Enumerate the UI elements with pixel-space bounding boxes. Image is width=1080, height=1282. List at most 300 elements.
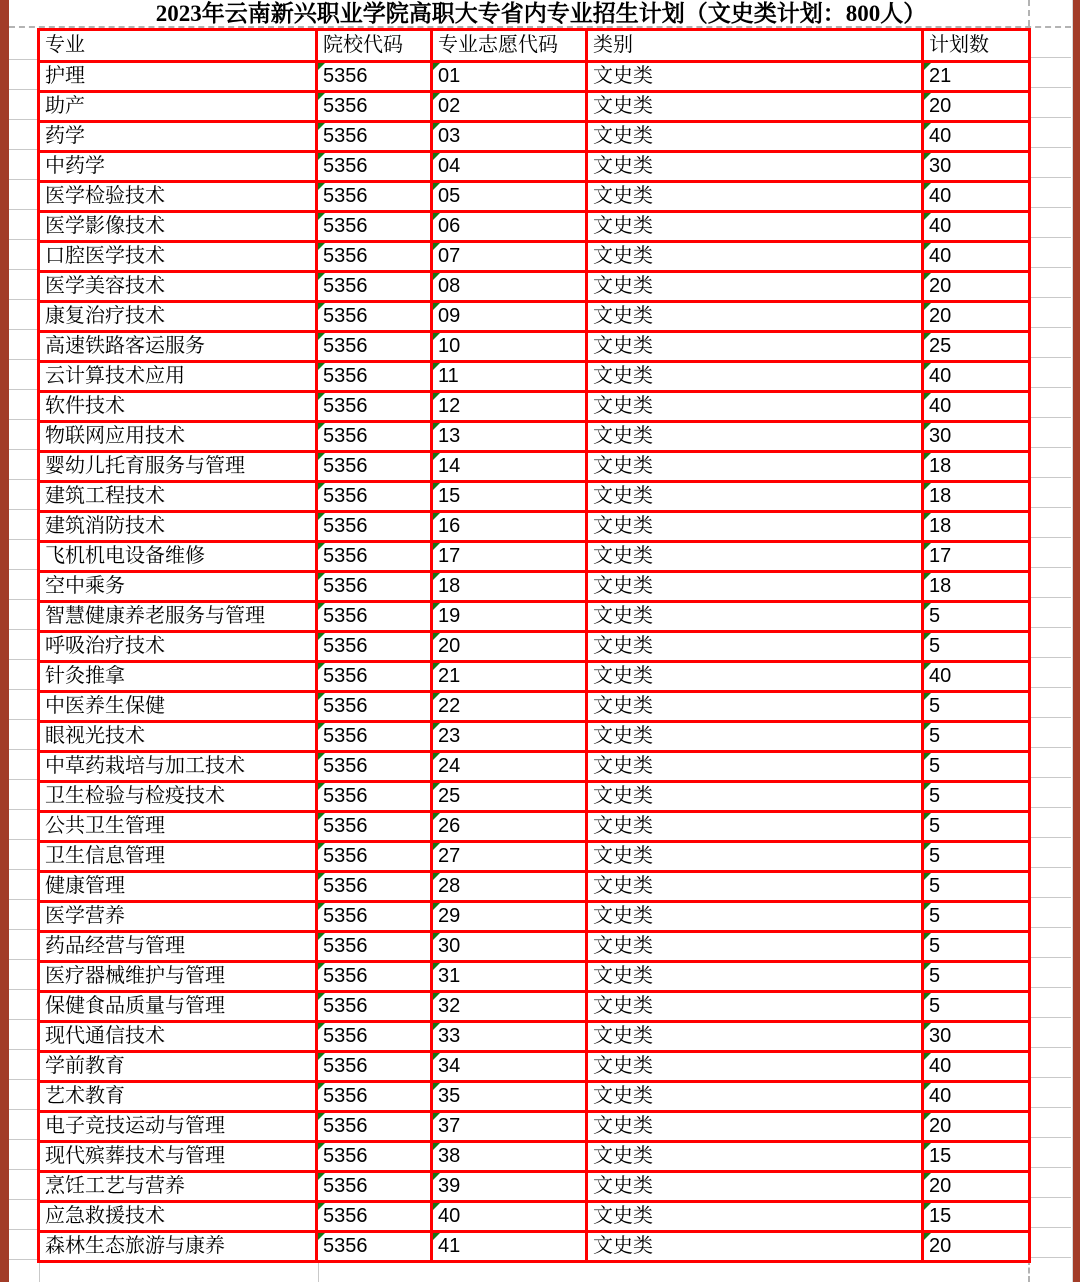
cell-college-code[interactable]: 5356 (317, 122, 432, 152)
cell-college-code[interactable]: 5356 (317, 722, 432, 752)
cell-plan-count[interactable]: 5 (923, 602, 1030, 632)
cell-plan-count[interactable]: 18 (923, 482, 1030, 512)
cell-major[interactable]: 医学营养 (39, 902, 317, 932)
cell-plan-count[interactable]: 5 (923, 632, 1030, 662)
cell-plan-count[interactable]: 18 (923, 572, 1030, 602)
cell-category[interactable]: 文史类 (587, 722, 923, 752)
cell-major[interactable]: 口腔医学技术 (39, 242, 317, 272)
cell-major[interactable]: 软件技术 (39, 392, 317, 422)
cell-college-code[interactable]: 5356 (317, 1172, 432, 1202)
error-flag-icon (433, 753, 440, 760)
error-flag-icon (433, 363, 440, 370)
cell-major-code[interactable]: 14 (432, 452, 587, 482)
cell-major[interactable]: 烹饪工艺与营养 (39, 1172, 317, 1202)
cell-plan-count[interactable]: 5 (923, 692, 1030, 722)
cell-category[interactable]: 文史类 (587, 272, 923, 302)
cell-category[interactable]: 文史类 (587, 302, 923, 332)
cell-plan-count[interactable]: 5 (923, 812, 1030, 842)
error-flag-icon (433, 963, 440, 970)
cell-major-code[interactable]: 38 (432, 1142, 587, 1172)
cell-plan-count[interactable]: 20 (923, 272, 1030, 302)
cell-major-code[interactable]: 35 (432, 1082, 587, 1112)
cell-category[interactable]: 文史类 (587, 1022, 923, 1052)
cell-category[interactable]: 文史类 (587, 452, 923, 482)
cell-category[interactable]: 文史类 (587, 632, 923, 662)
cell-plan-count[interactable]: 40 (923, 362, 1030, 392)
cell-major[interactable]: 医学影像技术 (39, 212, 317, 242)
sheet-gridline-tick (1031, 867, 1071, 868)
cell-major-code[interactable]: 32 (432, 992, 587, 1022)
cell-major-code[interactable]: 08 (432, 272, 587, 302)
header-cell-college-code[interactable]: 院校代码 (317, 30, 432, 62)
cell-major[interactable]: 高速铁路客运服务 (39, 332, 317, 362)
table-row (39, 92, 1030, 122)
sheet-gridline-tick (9, 1229, 37, 1230)
cell-plan-count[interactable]: 40 (923, 212, 1030, 242)
cell-plan-count[interactable]: 40 (923, 182, 1030, 212)
cell-major[interactable]: 物联网应用技术 (39, 422, 317, 452)
table-body (39, 62, 1030, 1262)
error-flag-icon (318, 453, 325, 460)
cell-college-code[interactable]: 5356 (317, 812, 432, 842)
cell-plan-count[interactable]: 40 (923, 1082, 1030, 1112)
sheet-gridline-tick (9, 749, 37, 750)
cell-major[interactable]: 针灸推拿 (39, 662, 317, 692)
cell-major[interactable]: 医学美容技术 (39, 272, 317, 302)
cell-college-code[interactable]: 5356 (317, 1052, 432, 1082)
cell-plan-count[interactable]: 5 (923, 932, 1030, 962)
cell-college-code[interactable]: 5356 (317, 872, 432, 902)
cell-plan-count[interactable]: 17 (923, 542, 1030, 572)
cell-major-code[interactable]: 13 (432, 422, 587, 452)
cell-major-code[interactable]: 15 (432, 482, 587, 512)
cell-major-code[interactable]: 23 (432, 722, 587, 752)
cell-major[interactable]: 电子竞技运动与管理 (39, 1112, 317, 1142)
cell-major[interactable]: 现代殡葬技术与管理 (39, 1142, 317, 1172)
cell-major-code[interactable]: 34 (432, 1052, 587, 1082)
cell-major-code[interactable]: 07 (432, 242, 587, 272)
sheet-gridline-tick (9, 809, 37, 810)
cell-college-code[interactable]: 5356 (317, 752, 432, 782)
cell-major-code[interactable]: 03 (432, 122, 587, 152)
cell-plan-count[interactable]: 5 (923, 992, 1030, 1022)
cell-college-code[interactable]: 5356 (317, 242, 432, 272)
error-flag-icon (433, 303, 440, 310)
cell-category[interactable]: 文史类 (587, 362, 923, 392)
cell-plan-count[interactable]: 30 (923, 422, 1030, 452)
cell-major[interactable]: 药品经营与管理 (39, 932, 317, 962)
cell-category[interactable]: 文史类 (587, 782, 923, 812)
sheet-gridline-tick (9, 869, 37, 870)
error-flag-icon (318, 963, 325, 970)
error-flag-icon (433, 573, 440, 580)
error-flag-icon (318, 303, 325, 310)
cell-major[interactable]: 助产 (39, 92, 317, 122)
cell-major-code[interactable]: 21 (432, 662, 587, 692)
cell-plan-count[interactable]: 20 (923, 1232, 1030, 1262)
cell-category[interactable]: 文史类 (587, 392, 923, 422)
error-flag-icon (924, 1113, 931, 1120)
cell-college-code[interactable]: 5356 (317, 452, 432, 482)
sheet-gridline-tick (1031, 537, 1071, 538)
error-flag-icon (924, 1023, 931, 1030)
error-flag-icon (433, 153, 440, 160)
sheet-gridline-tick (9, 1019, 37, 1020)
cell-college-code[interactable]: 5356 (317, 1082, 432, 1112)
sheet-gridline-tick (1031, 177, 1071, 178)
error-flag-icon (433, 273, 440, 280)
error-flag-icon (433, 843, 440, 850)
error-flag-icon (924, 933, 931, 940)
table-row (39, 512, 1030, 542)
cell-plan-count[interactable]: 5 (923, 782, 1030, 812)
header-cell-plan-count[interactable]: 计划数 (923, 30, 1030, 62)
cell-category[interactable]: 文史类 (587, 482, 923, 512)
cell-major-code[interactable]: 30 (432, 932, 587, 962)
error-flag-icon (924, 63, 931, 70)
cell-major-code[interactable]: 05 (432, 182, 587, 212)
table-row (39, 722, 1030, 752)
cell-major-code[interactable]: 10 (432, 332, 587, 362)
cell-college-code[interactable]: 5356 (317, 932, 432, 962)
cell-category[interactable]: 文史类 (587, 602, 923, 632)
cell-category[interactable]: 文史类 (587, 752, 923, 782)
table-row (39, 452, 1030, 482)
cell-major[interactable]: 康复治疗技术 (39, 302, 317, 332)
error-flag-icon (318, 753, 325, 760)
error-flag-icon (924, 633, 931, 640)
sheet-gridline-tick (1031, 1047, 1071, 1048)
cell-college-code[interactable]: 5356 (317, 692, 432, 722)
cell-college-code[interactable]: 5356 (317, 362, 432, 392)
cell-plan-count[interactable]: 30 (923, 1022, 1030, 1052)
cell-plan-count[interactable]: 40 (923, 662, 1030, 692)
table-title[interactable]: 2023年云南新兴职业学院高职大专省内专业招生计划（文史类计划：800人） (155, 1, 927, 26)
cell-category[interactable]: 文史类 (587, 1142, 923, 1172)
cell-college-code[interactable]: 5356 (317, 212, 432, 242)
cell-plan-count[interactable]: 5 (923, 752, 1030, 782)
sheet-gridline-tick (1031, 1197, 1071, 1198)
cell-plan-count[interactable]: 20 (923, 1112, 1030, 1142)
error-flag-icon (318, 213, 325, 220)
table-row (39, 1172, 1030, 1202)
sheet-gridline-tick (1031, 1107, 1071, 1108)
cell-plan-count[interactable]: 18 (923, 452, 1030, 482)
error-flag-icon (924, 513, 931, 520)
sheet-gridline-tick (1031, 87, 1071, 88)
cell-plan-count[interactable]: 5 (923, 842, 1030, 872)
cell-major-code[interactable]: 19 (432, 602, 587, 632)
cell-category[interactable]: 文史类 (587, 662, 923, 692)
cell-plan-count[interactable]: 21 (923, 62, 1030, 92)
cell-major[interactable]: 婴幼儿托育服务与管理 (39, 452, 317, 482)
cell-major[interactable]: 眼视光技术 (39, 722, 317, 752)
error-flag-icon (433, 213, 440, 220)
cell-category[interactable]: 文史类 (587, 932, 923, 962)
cell-major[interactable]: 医学检验技术 (39, 182, 317, 212)
sheet-gridline-tick (9, 1259, 37, 1260)
sheet-gridline-tick (9, 1049, 37, 1050)
cell-major-code[interactable]: 28 (432, 872, 587, 902)
error-flag-icon (318, 393, 325, 400)
cell-major-code[interactable]: 04 (432, 152, 587, 182)
error-flag-icon (318, 723, 325, 730)
sheet-gridline-tick (1031, 57, 1071, 58)
sheet-gridline-tick (1031, 687, 1071, 688)
cell-college-code[interactable]: 5356 (317, 182, 432, 212)
error-flag-icon (433, 1233, 440, 1240)
sheet-gridline-tick (1031, 567, 1071, 568)
cell-category[interactable]: 文史类 (587, 1112, 923, 1142)
error-flag-icon (433, 873, 440, 880)
cell-major[interactable]: 中草药栽培与加工技术 (39, 752, 317, 782)
cell-category[interactable]: 文史类 (587, 992, 923, 1022)
cell-major[interactable]: 现代通信技术 (39, 1022, 317, 1052)
cell-major[interactable]: 卫生信息管理 (39, 842, 317, 872)
error-flag-icon (433, 1143, 440, 1150)
cell-college-code[interactable]: 5356 (317, 272, 432, 302)
sheet-gridline-tick (9, 1139, 37, 1140)
cell-category[interactable]: 文史类 (587, 542, 923, 572)
cell-major-code[interactable]: 11 (432, 362, 587, 392)
cell-plan-count[interactable]: 40 (923, 242, 1030, 272)
cell-plan-count[interactable]: 30 (923, 152, 1030, 182)
cell-major[interactable]: 空中乘务 (39, 572, 317, 602)
error-flag-icon (924, 903, 931, 910)
sheet-gridline-tick (1031, 357, 1071, 358)
cell-category[interactable]: 文史类 (587, 1082, 923, 1112)
cell-major-code[interactable]: 27 (432, 842, 587, 872)
cell-major[interactable]: 建筑消防技术 (39, 512, 317, 542)
cell-category[interactable]: 文史类 (587, 812, 923, 842)
cell-major-code[interactable]: 39 (432, 1172, 587, 1202)
cell-major-code[interactable]: 29 (432, 902, 587, 932)
cell-major[interactable]: 医疗器械维护与管理 (39, 962, 317, 992)
cell-plan-count[interactable]: 20 (923, 92, 1030, 122)
error-flag-icon (924, 663, 931, 670)
cell-major-code[interactable]: 06 (432, 212, 587, 242)
cell-category[interactable]: 文史类 (587, 422, 923, 452)
cell-college-code[interactable]: 5356 (317, 1112, 432, 1142)
sheet-gridline-tick (9, 839, 37, 840)
error-flag-icon (924, 723, 931, 730)
cell-plan-count[interactable]: 40 (923, 392, 1030, 422)
cell-major-code[interactable]: 17 (432, 542, 587, 572)
cell-category[interactable]: 文史类 (587, 1052, 923, 1082)
error-flag-icon (924, 1203, 931, 1210)
cell-major[interactable]: 艺术教育 (39, 1082, 317, 1112)
cell-major[interactable]: 卫生检验与检疫技术 (39, 782, 317, 812)
cell-college-code[interactable]: 5356 (317, 482, 432, 512)
cell-category[interactable]: 文史类 (587, 902, 923, 932)
sheet-gridline-tick (9, 1199, 37, 1200)
cell-college-code[interactable]: 5356 (317, 62, 432, 92)
cell-category[interactable]: 文史类 (587, 842, 923, 872)
cell-college-code[interactable]: 5356 (317, 602, 432, 632)
cell-major[interactable]: 公共卫生管理 (39, 812, 317, 842)
cell-major-code[interactable]: 26 (432, 812, 587, 842)
cell-major-code[interactable]: 18 (432, 572, 587, 602)
cell-college-code[interactable]: 5356 (317, 572, 432, 602)
cell-plan-count[interactable]: 5 (923, 902, 1030, 932)
cell-major-code[interactable]: 41 (432, 1232, 587, 1262)
cell-college-code[interactable]: 5356 (317, 662, 432, 692)
table-row (39, 1082, 1030, 1112)
cell-college-code[interactable]: 5356 (317, 422, 432, 452)
cell-college-code[interactable]: 5356 (317, 92, 432, 122)
table-row (39, 842, 1030, 872)
error-flag-icon (924, 1233, 931, 1240)
cell-college-code[interactable]: 5356 (317, 992, 432, 1022)
cell-major-code[interactable]: 25 (432, 782, 587, 812)
error-flag-icon (318, 63, 325, 70)
cell-category[interactable]: 文史类 (587, 1232, 923, 1262)
error-flag-icon (318, 1083, 325, 1090)
cell-category[interactable]: 文史类 (587, 872, 923, 902)
table-row (39, 1232, 1030, 1262)
cell-major[interactable]: 建筑工程技术 (39, 482, 317, 512)
error-flag-icon (433, 1113, 440, 1120)
cell-plan-count[interactable]: 20 (923, 302, 1030, 332)
error-flag-icon (318, 483, 325, 490)
cell-category[interactable]: 文史类 (587, 962, 923, 992)
cell-major[interactable]: 呼吸治疗技术 (39, 632, 317, 662)
table-row (39, 212, 1030, 242)
sheet-gridline-tick (1031, 237, 1071, 238)
header-cell-major-code[interactable]: 专业志愿代码 (432, 30, 587, 62)
cell-plan-count[interactable]: 40 (923, 1052, 1030, 1082)
table-row (39, 272, 1030, 302)
cell-college-code[interactable]: 5356 (317, 962, 432, 992)
cell-plan-count[interactable]: 20 (923, 1172, 1030, 1202)
cell-category[interactable]: 文史类 (587, 92, 923, 122)
cell-major[interactable]: 应急救援技术 (39, 1202, 317, 1232)
cell-college-code[interactable]: 5356 (317, 152, 432, 182)
cell-category[interactable]: 文史类 (587, 692, 923, 722)
cell-major[interactable]: 飞机机电设备维修 (39, 542, 317, 572)
cell-college-code[interactable]: 5356 (317, 902, 432, 932)
cell-college-code[interactable]: 5356 (317, 632, 432, 662)
cell-major-code[interactable]: 31 (432, 962, 587, 992)
error-flag-icon (924, 123, 931, 130)
cell-major-code[interactable]: 24 (432, 752, 587, 782)
error-flag-icon (433, 813, 440, 820)
cell-category[interactable]: 文史类 (587, 152, 923, 182)
sheet-gridline-tick (9, 89, 37, 90)
cell-major-code[interactable]: 40 (432, 1202, 587, 1232)
cell-major-code[interactable]: 02 (432, 92, 587, 122)
cell-plan-count[interactable]: 5 (923, 872, 1030, 902)
table-row (39, 122, 1030, 152)
cell-plan-count[interactable]: 15 (923, 1202, 1030, 1232)
sheet-gridline-tick (1031, 297, 1071, 298)
table-row (39, 962, 1030, 992)
cell-major[interactable]: 护理 (39, 62, 317, 92)
table-row (39, 1202, 1030, 1232)
cell-category[interactable]: 文史类 (587, 242, 923, 272)
cell-major[interactable]: 云计算技术应用 (39, 362, 317, 392)
cell-major-code[interactable]: 01 (432, 62, 587, 92)
table-row (39, 182, 1030, 212)
cell-college-code[interactable]: 5356 (317, 302, 432, 332)
error-flag-icon (924, 543, 931, 550)
cell-major[interactable]: 健康管理 (39, 872, 317, 902)
cell-major-code[interactable]: 37 (432, 1112, 587, 1142)
error-flag-icon (433, 663, 440, 670)
sheet-gridline-tick (9, 629, 37, 630)
sheet-gridline-tick (9, 209, 37, 210)
sheet-gridline-tick (9, 59, 37, 60)
cell-major[interactable]: 中医养生保健 (39, 692, 317, 722)
cell-major-code[interactable]: 12 (432, 392, 587, 422)
cell-major[interactable]: 中药学 (39, 152, 317, 182)
cell-major[interactable]: 森林生态旅游与康养 (39, 1232, 317, 1262)
cell-college-code[interactable]: 5356 (317, 782, 432, 812)
error-flag-icon (433, 903, 440, 910)
cell-college-code[interactable]: 5356 (317, 512, 432, 542)
cell-college-code[interactable]: 5356 (317, 332, 432, 362)
error-flag-icon (318, 543, 325, 550)
cell-college-code[interactable]: 5356 (317, 1022, 432, 1052)
cell-college-code[interactable]: 5356 (317, 542, 432, 572)
cell-category[interactable]: 文史类 (587, 212, 923, 242)
error-flag-icon (433, 1173, 440, 1180)
header-cell-category[interactable]: 类别 (587, 30, 923, 62)
cell-category[interactable]: 文史类 (587, 572, 923, 602)
cell-college-code[interactable]: 5356 (317, 1202, 432, 1232)
sheet-gridline-tick (9, 509, 37, 510)
cell-plan-count[interactable]: 5 (923, 962, 1030, 992)
error-flag-icon (318, 603, 325, 610)
cell-category[interactable]: 文史类 (587, 62, 923, 92)
cell-major[interactable]: 药学 (39, 122, 317, 152)
sheet-gridline-tick (1031, 147, 1071, 148)
cell-category[interactable]: 文史类 (587, 512, 923, 542)
cell-plan-count[interactable]: 18 (923, 512, 1030, 542)
cell-major-code[interactable]: 09 (432, 302, 587, 332)
cell-major[interactable]: 保健食品质量与管理 (39, 992, 317, 1022)
cell-college-code[interactable]: 5356 (317, 1232, 432, 1262)
cell-category[interactable]: 文史类 (587, 122, 923, 152)
cell-plan-count[interactable]: 25 (923, 332, 1030, 362)
table-row (39, 1142, 1030, 1172)
cell-major-code[interactable]: 22 (432, 692, 587, 722)
cell-major-code[interactable]: 20 (432, 632, 587, 662)
error-flag-icon (924, 1143, 931, 1150)
header-cell-major[interactable]: 专业 (39, 30, 317, 62)
table-row (39, 302, 1030, 332)
error-flag-icon (924, 963, 931, 970)
cell-college-code[interactable]: 5356 (317, 842, 432, 872)
cell-plan-count[interactable]: 40 (923, 122, 1030, 152)
cell-college-code[interactable]: 5356 (317, 1142, 432, 1172)
cell-major[interactable]: 智慧健康养老服务与管理 (39, 602, 317, 632)
cell-major[interactable]: 学前教育 (39, 1052, 317, 1082)
cell-plan-count[interactable]: 15 (923, 1142, 1030, 1172)
cell-plan-count[interactable]: 5 (923, 722, 1030, 752)
sheet-gridline-tick (1031, 507, 1071, 508)
cell-category[interactable]: 文史类 (587, 182, 923, 212)
enrollment-plan-table (37, 28, 1031, 1263)
cell-college-code[interactable]: 5356 (317, 392, 432, 422)
sheet-gridline-tick (1031, 657, 1071, 658)
cell-major-code[interactable]: 16 (432, 512, 587, 542)
table-row (39, 482, 1030, 512)
cell-category[interactable]: 文史类 (587, 332, 923, 362)
cell-category[interactable]: 文史类 (587, 1172, 923, 1202)
cell-major-code[interactable]: 33 (432, 1022, 587, 1052)
cell-category[interactable]: 文史类 (587, 1202, 923, 1232)
